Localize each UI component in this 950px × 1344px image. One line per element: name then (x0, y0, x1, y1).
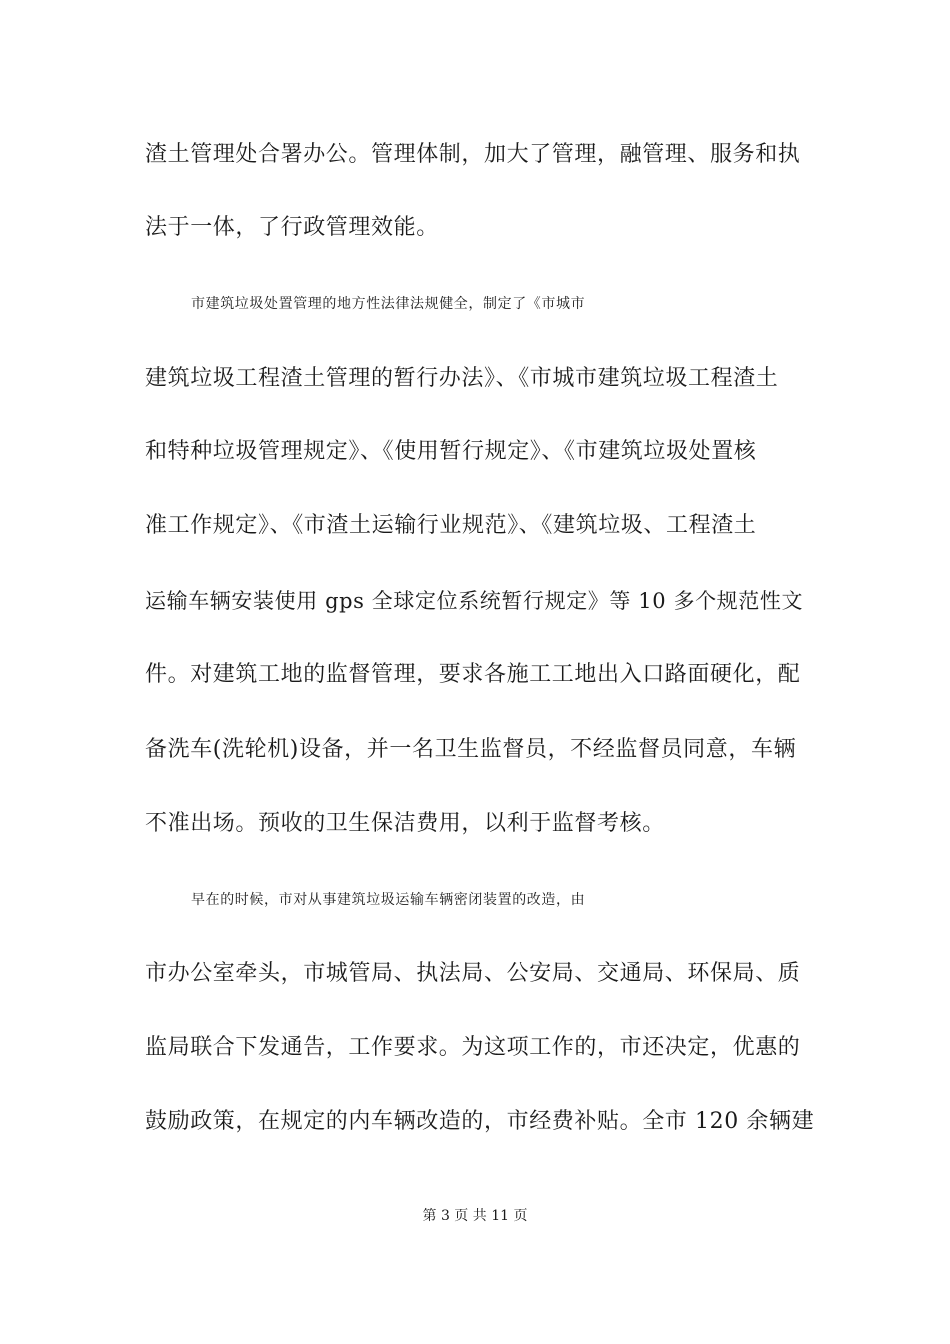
paragraph-line: 市建筑垃圾处置管理的地方性法律法规健全，制定了《市城市 (191, 296, 586, 312)
paragraph-line: 不准出场。预收的卫生保洁费用，以利于监督考核。 (145, 811, 665, 836)
paragraph-line: 早在的时候，市对从事建筑垃圾运输车辆密闭装置的改造，由 (191, 892, 586, 908)
paragraph-line: 和特种垃圾管理规定》、《使用暂行规定》、《市建筑垃圾处置核 (145, 439, 757, 464)
paragraph-line: 运输车辆安装使用 gps 全球定位系统暂行规定》等 10 多个规范性文 (145, 589, 804, 613)
paragraph-line: 备洗车(洗轮机)设备，并一名卫生监督员，不经监督员同意，车辆 (145, 737, 797, 762)
paragraph-line: 准工作规定》、《市渣土运输行业规范》、《建筑垃圾、工程渣土 (145, 513, 757, 538)
paragraph-line: 建筑垃圾工程渣土管理的暂行办法》、《市城市建筑垃圾工程渣土 (145, 366, 779, 391)
paragraph-line: 件。对建筑工地的监督管理，要求各施工工地出入口路面硬化，配 (145, 662, 801, 687)
paragraph-line: 法于一体，了行政管理效能。 (145, 215, 439, 240)
paragraph-line: 市办公室牵头，市城管局、执法局、公安局、交通局、环保局、质 (145, 961, 801, 986)
page-number-footer: 第 3 页 共 11 页 (422, 1208, 528, 1224)
paragraph-line: 监局联合下发通告，工作要求。为这项工作的，市还决定，优惠的 (145, 1035, 801, 1060)
paragraph-line: 鼓励政策，在规定的内车辆改造的，市经费补贴。全市 120 余辆建 (145, 1109, 815, 1134)
paragraph-line: 渣土管理处合署办公。管理体制，加大了管理，融管理、服务和执 (145, 142, 801, 167)
